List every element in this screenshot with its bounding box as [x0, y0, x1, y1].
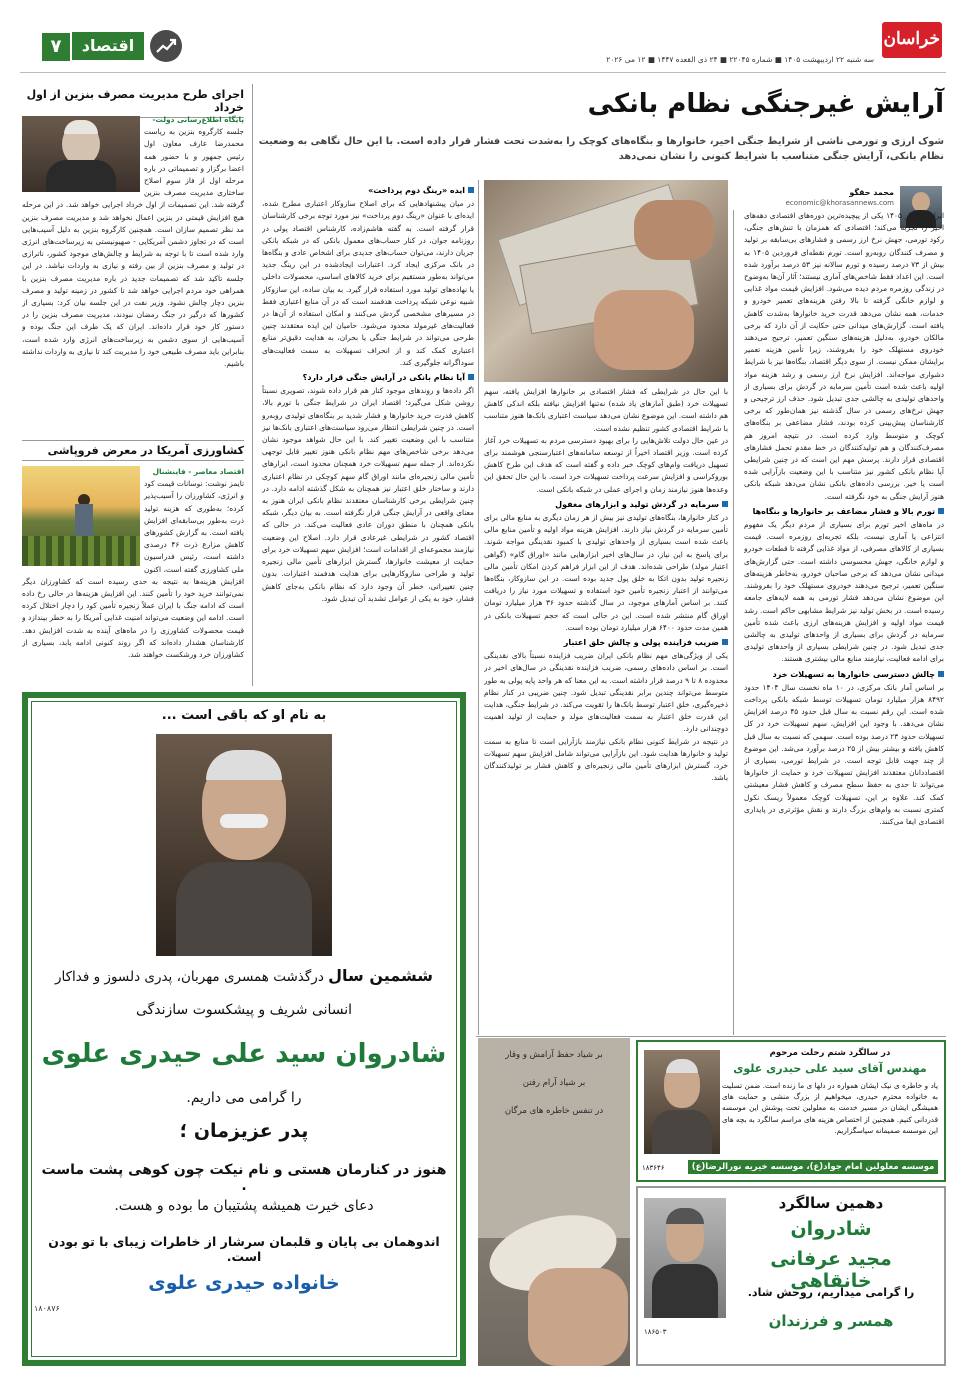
obituary-small-ad-code: ۱۸۳۶۴۶ [642, 1164, 665, 1172]
money-photo [484, 180, 728, 382]
obituary-signature: خانواده حیدری علوی [148, 1272, 340, 1294]
dateline: سه شنبه ۲۲ اردیبهشت ۱۴۰۵ ■ شماره ۲۲۰۴۵ ■ ۲۴ ذی القعده ۱۴۴۷ ■ ۱۲ می ۲۰۲۶ [606, 55, 874, 64]
obituary-third-heading: دهمین سالگرد [778, 1194, 884, 1212]
side-article-2-text: تایمز نوشت: نوسانات قیمت کود و انرژی، کشاورزان را آسیب‌پذیر کرده؛ به‌طوری که هزینه تولید ذرت به‌طور بی‌سابقه‌ای افزایش یافته است. به گزارش کشورهای کاهش مزارع ذرت ۴۶ درصدی داشته است، رئیس فدراسیون ملی کشاورزی گفته است، اکنون افزایش هزینه‌ها به نتیجه به حدی رسیده است که کشاورزان دیگر نمی‌توانند خرید خود را تأمین کنند. این افزایش هزینه‌ها در حالی رخ داده است که ادامه جنگ با ایران عملاً زنجیره تأمین کود را دچار اختلال کرده است. ادامه این وضعیت می‌تواند امنیت غذایی آمریکا را به خطر بیندازد و قیمت محصولات کشاورزی را در ماه‌های آینده به شدت افزایش دهد. کارشناسان هشدار داده‌اند که اگر روند کنونی ادامه یابد، بسیاری از کشاورزان خرد ورشکست خواهند شد. [22, 479, 244, 660]
side-article-2-headline: کشاورزی آمریکا در معرض فروپاشی [22, 440, 244, 461]
side-article-1-source: پایگاه اطلاع‌رسانی دولت- [152, 115, 244, 124]
photo-inscription-2: بر شیاد آرام رفتن [522, 1078, 586, 1088]
obituary-ad-code: ۱۸۰۸۷۶ [34, 1304, 60, 1313]
photo-inscription-1: بر شیاد حفظ آرامش و وقار [505, 1050, 603, 1060]
obituary-small-heading: در سالگرد شتم رحلت مرحوم [769, 1048, 891, 1058]
side-article-1-text: جلسه کارگروه بنزین به ریاست محمدرضا عارف معاون اول رئیس جمهور و با حضور همه اعضا برگزار و تصمیماتی در باره مرحله اول از فاز سوم اصلاح ساختاری مدیریت مصرف بنزین گرفته شد. این تصمیمات از اول خرداد اجرایی خواهد شد. در این مرحله هیچ افزایش قیمتی در بنزین اعمال نخواهد شد و مدیریت مصرف بنزین مد نظر تصمیم سازان است. همچنین کارگروه بنزین به دلیل آسیب‌هایی است که در تجاوز دشمن آمریکایی - صهیونیستی به زیرساخت‌های انرژی وارد شده است تا با توجه به شرایط و چالش‌های موجود کشور، ناترازی در تولید و مصرف بنزین از بین رفته و نیازی به واردات نباشد. در این جلسه تاکید شد که تصمیمات جدید در باره مدیریت مصرف بنزین با همراهی خود مردم اجرایی خواهد شد تا کشور در زمینه تولید و مصرف بنزین دچار چالش نشود. وزیر نفت در این جلسه بیان کرد: بسیاری از کشورها که درگیر در جنگ رمضان نبودند، مدیریت مصرف بنزین را در دستور کار خود قرار داده‌اند. ایران که یک طرف این جنگ بوده و آسیب‌هایی از سوی دشمن به زیرساخت‌های انرژی وارد شده است، بنابراین باید مصرف طبیعی خود را مدیریت کند تا نیازی به واردات نداشته باشیم. [22, 127, 244, 369]
subheading-4: ضریب فزاینده پولی و چالش خلق اعتبار [484, 637, 728, 649]
obituary-first-line [38, 966, 450, 985]
obituary-line-3: را گرامی می داریم. [186, 1090, 302, 1106]
col1-paragraph-1: ایران در بهار ۱۴۰۵ یکی از پیچیده‌ترین دوره‌های اقتصادی دهه‌های اخیر را تجربه می‌کند؛ اقتصادی که همزمان با تنش‌های جنگی، رکود تورمی، جهش نرخ ارز رسمی و فشارهای بی‌سابقه بر تولید و مصرف کنندگان روبه‌رو است. تورم نقطه‌ای فروردین ۱۴۰۵ به بیش از ۷۳ درصد رسیده و تورم سالانه نیز ۵۳ درصد برآورد شده است. این اعداد فقط شاخص‌های آماری نیستند؛ آثار آن‌ها به‌وضوح در زندگی روزمره مردم دیده می‌شود. افزایش قیمت مواد غذایی و لوازم خانگی گرفته تا بالا رفتن هزینه‌های تعمیر خودرو و خدمات، همه نشان می‌دهد قدرت خرید خانوارها به‌شدت کاهش یافته است. گزارش‌های میدانی حتی حکایت از آن دارد که برخی مالکان خودرو، به‌دلیل هزینه‌های سنگین تعمیر، ترجیح می‌دهند خودروی مستهلک خود را بفروشند، زیرا تأمین هزینه تعمیر برایشان ممکن نیست. از سوی دیگر اقتصاد، بنگاه‌ها نیز با شرایط دشواری مواجه‌اند. افزایش نرخ ارز رسمی و رشد هزینه مواد اولیه باعث شده است تأمین سرمایه در گردش برای بسیاری از واحدهای تولیدی به چالشی جدی تبدیل شود. حذف ارز ترجیحی و جهش نرخ‌های رسمی در سال گذشته نیز همان‌طور که برخی کارشناسان پیش‌بینی کرده بودند، فشار مضاعفی بر بنگاه‌های کوچک و متوسط وارد کرده است. در نتیجه امروز هم مصرف‌کنندگان و هم تولیدکنندگان در خط مقدم تحمل فشارهای اقتصادی قرار دارند. پرسش مهم این است که در چنین شرایطی آیا نظام بانکی کشور نیز متناسب با این وضعیت بازآرایی شده است یا خیر. بررسی داده‌های بانکی نشان می‌دهد شبکه بانکی هنوز آرایش جنگی به خود نگرفته است. [744, 211, 944, 501]
obituary-line-1: درگذشت همسری مهربان، پدری دلسوز و فداکار [54, 969, 324, 985]
obituary-line-2: انسانی شریف و پیشکسوت سازندگی [135, 1002, 353, 1018]
masthead [0, 0, 966, 80]
obituary-name: شادروان سید علی حیدری علوی [41, 1039, 447, 1069]
side-article-1-body [22, 114, 244, 434]
col3-paragraph-2: اگر داده‌ها و روندهای موجود کنار هم قرار داده شوند، تصویری نسبتاً روشن شکل می‌گیرد؛ اقتصاد ایران در شرایط جنگی با تورم بالا، کاهش قدرت خرید خانوارها و فشار شدید بر بنگاه‌های تولیدی روبه‌رو است. در چنین شرایطی انتظار می‌رود سیاست‌های اعتباری بانک‌ها نیز متناسب با این وضعیت تغییر کند. با این حال شواهد موجود نشان می‌دهد برخی شاخص‌های مهم نظام بانکی هنوز تغییر قابل توجهی نکرده‌اند. از جمله سهم تسهیلات خرد همچنان محدود است، ابزارهای تأمین مالی زنجیره‌ای مانند اوراق گام سهم کوچکی در نظام اعتباری دارند و ساختار خلق اعتبار نیز همچنان به شکل گذشته ادامه دارد. در چنین شرایطی برخی کارشناسان معتقدند نظام بانکی ایران هنوز به معنای واقعی در آرایش جنگی قرار نگرفته است. به بیان دیگر، شبکه بانکی همچنان با منطق دوران عادی فعالیت می‌کند. در حالی که اقتصاد کشور در شرایطی غیرعادی قرار دارد. اصلاح این وضعیت نیازمند مجموعه‌ای از اقدامات است؛ افزایش سهم تسهیلات خرد برای حمایت از معیشت خانوارها، گسترش ابزارهای تأمین مالی زنجیره تولید و طراحی سازوکارهایی برای هدایت هدفمند اعتبارات. بدون چنین تغییراتی، خطر آن وجود دارد که نظام بانکی به‌جای کاهش فشار، خود به یکی از عوامل تشدید آن تبدیل شود. [262, 386, 474, 603]
obituary-top-line: به نام او که باقی است ... [161, 708, 327, 723]
obituary-line-5: دعای خیرت همیشه پشتیبان ما بوده و هست. [114, 1198, 374, 1214]
page-number-badge: ۷ [42, 33, 70, 61]
obituary-emphasis: پدر عزیزمان ؛ [179, 1120, 309, 1142]
image-caption: با این حال در شرایطی که فشار اقتصادی بر خانوارها افزایش یافته، سهم تسهیلات خرد (طبق آمارهای یاد شده) نه‌تنها افزایش نیافته بلکه اندکی کاهش هم داشته است. این موضوع نشان می‌دهد سیاست اعتباری بانک‌ها هنوز متناسب با شرایط اقتصادی کشور تنظیم نشده است. [484, 387, 728, 433]
obituary-third-prefix: شادروان [790, 1218, 872, 1240]
photo-inscription-3: در تنفس خاطره های مرگان [504, 1106, 604, 1116]
col1-paragraph-2: در ماه‌های اخیر تورم برای بسیاری از مردم دیگر یک مفهوم انتزاعی یا آماری نیست، بلکه تجربه‌ای روزمره است. قیمت بسیاری از کالاهای مصرفی، از مواد غذایی گرفته تا قطعات خودرو و لوازم خانگی، جهش محسوسی داشته است. حتی گزارش‌های میدانی نشان می‌دهد که برخی صاحبان خودرو، به‌خاطر هزینه‌های سنگین تعمیر، ترجیح می‌دهند خودروی مستهلک خود را بفروشند. این موضوع نشان می‌دهد فشار تورمی به همه لایه‌های جامعه رسیده است. در بخش تولید نیز شرایط مشابهی حاکم است. رشد قیمت مواد اولیه و افزایش هزینه‌های ارزی باعث شده تأمین سرمایه در گردش برای بسیاری از واحدهای تولیدی به چالشی جدی تبدیل شود. در چنین شرایطی بسیاری از واحدهای تولیدی برای ادامه فعالیت، نیازمند منابع مالی بیشتری هستند. [744, 520, 944, 664]
obituary-anniversary: ششمین سال [328, 966, 434, 985]
logo-text: خراسان [883, 29, 940, 49]
subheading-2: چالش دسترسی خانوارها به تسهیلات خرد [744, 669, 944, 681]
section-rule [476, 1036, 946, 1037]
col2-paragraph-2: در کنار خانوارها، بنگاه‌های تولیدی نیز بیش از هر زمان دیگری به منابع مالی برای تأمین سرمایه در گردش نیاز دارند. افزایش هزینه مواد اولیه و تأمین منابع مالی باعث شده است بسیاری از واحدهای تولیدی با کمبود نقدینگی مواجه شوند. برای پاسخ به این نیاز، در سال‌های اخیر ابزارهایی مانند «اوراق گام» (گواهی اعتبار مولد) طراحی شده‌اند. هدف از این ابزار فراهم کردن امکان تأمین مالی زنجیره تولید بدون اتکا به خلق پول جدید بوده است. در این سازوکار، بنگاه‌ها می‌توانند از اعتبار زنجیره تأمین خود استفاده و تسهیلات مورد نیاز را دریافت کنند. بر اساس آمارهای موجود، در سال گذشته حدود ۳۶ هزار میلیارد تومان اوراق گام منتشر شده است. این در حالی است که حجم تسهیلات بانکی در همین مدت حدود ۶۴۰۰ هزار میلیارد تومان بوده است. [484, 513, 728, 632]
obituary-line-6: اندوهمان بی پایان و قلبمان سرشار از خاطرات زیبای با تو بودن است. [48, 1234, 440, 1264]
col1-paragraph-3: بر اساس آمار بانک مرکزی، در ۱۰ ماه نخست سال ۱۴۰۴ حدود ۸۴۹۲ هزار میلیارد تومان تسهیلات توسط شبکه بانکی پرداخت شده است. این رقم نسبت به سال قبل حدود ۴۵ درصد افزایش نشان می‌دهد. با وجود این افزایش، سهم تسهیلات خرد در کل تسهیلات حدود ۲۳ درصد بوده است. سهمی که نسبت به سال قبل کاهش یافته و بیشتر بیش از ۲۵ درصد برآورد می‌شد. این موضوع از چند جهت قابل توجه است. در شرایط تورمی، بسیاری از اقتصاددانان معتقدند افزایش تسهیلات خرد و حمایت از خانوارها می‌تواند تا حدی به حفظ سطح مصرف و کاهش فشار معیشتی کمک کند. علاوه بر این، تسهیلات کوچک معمولاً ریسک نکول کمتری نسبت به وام‌های بزرگ دارند و نقش مؤثرتری در پایداری اقتصادی ایفا می‌کنند. [744, 682, 944, 826]
obituary-third [636, 1186, 946, 1366]
col2-paragraph-3: یکی از ویژگی‌های مهم نظام بانکی ایران ضریب فزاینده نسبتاً بالای نقدینگی است. بر اساس داده‌های رسمی، ضریب فزاینده نقدینگی در سال‌های اخیر در محدوده ۸ تا ۹ درصد قرار داشته است. به این معنا که هر واحد پایه پولی به طور متوسط می‌تواند چندین برابر نقدینگی تبدیل شود. چنین ضریبی در کنار نظام ذخیره‌گیری، خلق اعتبار توسط بانک‌ها را تقویت می‌کند. در شرایط جنگی، هدایت این قدرت خلق اعتبار به سمت فعالیت‌های مولد و حمایت از تولید اهمیت دوچندانی دارد. [484, 651, 728, 734]
obituary-line-4: هنوز در کنارمان هستی و نام نیکت چون کوهی پشت ماست . [41, 1162, 447, 1194]
column-divider [478, 180, 479, 1035]
main-column-2 [484, 386, 728, 1036]
obituary-small-body: یاد و خاطره ی نیک ایشان همواره در دلها ی ما زنده است. ضمن تسلیت به خانواده محترم حیدری، میخواهیم از بزرگ منشی و حمایت های همیشگی ایشان در مسیر خدمت به معلولین تحت پوشش این موسسه قدردانی کنیم. همچنین از اختصاص هزینه های مراسم سالگرد به بچه های این موسسه صمیمانه سپاسگزاریم. [722, 1081, 938, 1135]
subheading-1: تورم بالا و فشار مضاعف بر خانوارها و بنگاه‌ها [744, 506, 944, 518]
obituary-third-ad-code: ۱۸۶۵۰۳ [644, 1328, 667, 1336]
obituary-small-portrait [644, 1050, 720, 1154]
obituary-third-portrait [644, 1198, 726, 1318]
obituary-third-signature: همسر و فرزندان [768, 1312, 894, 1330]
rose-memorial-photo [478, 1038, 630, 1366]
subheading-5: ایده «رینگ دوم پرداخت» [262, 185, 474, 197]
obituary-small-name: مهندس آقای سید علی حیدری علوی [733, 1062, 927, 1075]
side-article-2-body [22, 466, 244, 686]
masthead-rule [20, 72, 946, 73]
main-column-1 [744, 210, 944, 1035]
column-divider [733, 210, 734, 1035]
section-title: اقتصاد [72, 32, 144, 60]
side-article-1-headline: اجرای طرح مدیریت مصرف بنزین از اول خرداد [22, 88, 244, 118]
author-email: economic@khorasannews.com [785, 199, 894, 207]
side-article-2-source: اقتصاد معاصر - فاینشنال [152, 467, 244, 476]
obituary-small-footer: موسسه معلولین امام جواد(ع)، موسسه خیریه نورالرضا(ع) [688, 1160, 938, 1174]
growth-chart-icon [150, 30, 182, 62]
main-lead: شوک ارزی و تورمی ناشی از شرایط جنگی اخیر، خانوارها و بنگاه‌های کوچک را به‌شدت تحت فشار قرار داده است. با این حال نگاهی به وضعیت نظام بانکی، آرایش جنگی متناسب با شرایط کنونی را نشان نمی‌دهد [258, 136, 944, 162]
obituary-portrait [156, 734, 332, 956]
main-headline: آرایش غیرجنگی نظام بانکی [587, 89, 944, 119]
col2-paragraph-1: در عین حال دولت تلاش‌هایی را برای بهبود دسترسی مردم به تسهیلات خرد آغاز کرده است. وزیر اقتصاد اخیراً از توسعه سامانه‌های اعتبارسنجی هوشمند برای تسهیل دریافت وام‌های کوچک خبر داده و گفته است که هدف این طرح کاهش بوروکراسی و افزایش سرعت پرداخت تسهیلات خرد است. با این حال تحقق این وعده‌ها هنوز نیازمند زمان و اجرای عملی در شبکه بانکی است. [484, 435, 728, 494]
obituary-main [22, 692, 466, 1366]
col2-paragraph-4: در نتیجه در شرایط کنونی نظام بانکی نیازمند بازآرایی است تا منابع به سمت تولید و خانوارها هدایت شود. این بازآرایی می‌تواند شامل افزایش سهم تسهیلات خرد، گسترش ابزارهای تأمین مالی زنجیره‌ای و کاهش فشار بر تولیدکنندگان باشد. [484, 736, 728, 783]
obituary-small [636, 1040, 946, 1182]
author-name: محمد حقگو [849, 188, 894, 197]
subheading-6: آیا نظام بانکی در آرایش جنگی قرار دارد؟ [262, 372, 474, 384]
col3-paragraph-1: در میان پیشنهادهایی که برای اصلاح سازوکار اعتباری مطرح شده، ایده‌ای با عنوان «رینگ دوم پرداخت» نیز مورد توجه برخی کارشناسان قرار گرفته است. به گفته هاشم‌زاده، کارشناس اقتصاد پولی در روزنامه جوان، در کنار حساب‌های معمول بانکی که در شبکه بانکی جریان دارند، می‌توان حساب‌های جدیدی برای اشخاص عادی و بنگاه‌ها در بانک مرکزی ایجاد کرد. اعتبارات ایجادشده در این رینگ جدید می‌تواند به‌طور مستقیم برای خرید کالاهای اساسی، محصولات داخلی یا نهاده‌های تولید مورد استفاده قرار گیرد. به بیان ساده، این سازوکار شبیه نوعی شبکه پرداخت هدفمند است که در آن منابع اعتباری فقط در مسیرهای مشخصی گردش می‌کنند و امکان استفاده از آن‌ها در فعالیت‌های غیرمولد محدود می‌شود. حامیان این ایده معتقدند چنین طرحی می‌تواند در شرایط جنگی یا بحران، به هدایت دقیق‌تر منابع اعتباری کمک کند و از انحراف تسهیلات به سمت فعالیت‌های سوداگرانه جلوگیری کند. [262, 199, 474, 367]
obituary-third-body: را گرامی میداریم، روحش شاد. [747, 1286, 915, 1299]
column-divider [252, 84, 253, 686]
subheading-3: سرمایه در گردش تولید و ابزارهای مغفول [484, 499, 728, 511]
obituary-third-name: مجید عرفانی خانقاهی [770, 1248, 892, 1292]
